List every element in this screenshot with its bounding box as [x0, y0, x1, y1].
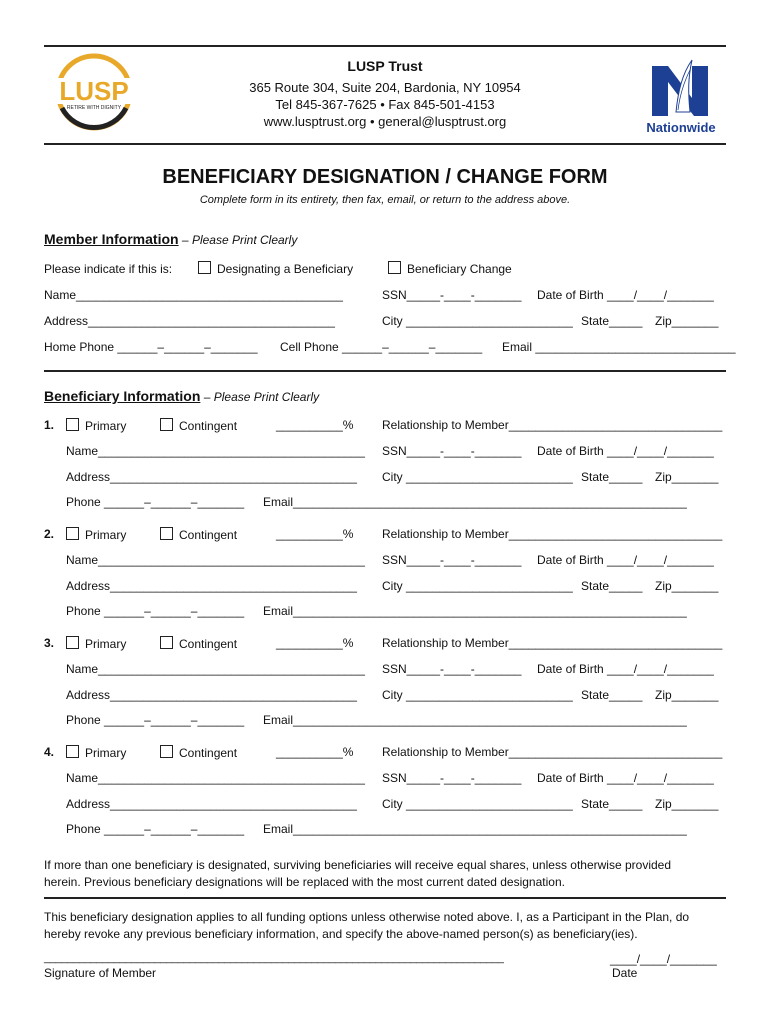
beneficiary-4-dob-field[interactable]: Date of Birth ____/____/_______ [537, 771, 714, 785]
date-label: Date [612, 966, 638, 980]
primary-label: Primary [85, 419, 127, 433]
beneficiary-4-email-field[interactable]: Email___________________________________________________________ [263, 822, 687, 836]
beneficiary-4-ssn-field[interactable]: SSN_____-____-_______ [382, 771, 522, 785]
member-dob-field[interactable]: Date of Birth ____/____/_______ [537, 288, 714, 302]
designating-label: Designating a Beneficiary [217, 262, 354, 276]
contingent-label: Contingent [179, 637, 238, 651]
top-rule [44, 45, 726, 47]
beneficiary-2-email-field[interactable]: Email___________________________________________________________ [263, 604, 687, 618]
primary-label: Primary [85, 528, 127, 542]
beneficiary-2-percent-field[interactable]: __________% [276, 527, 354, 541]
beneficiary-1-name-field[interactable]: Name________________________________________ [66, 444, 365, 458]
member-section-heading [44, 231, 297, 247]
beneficiary-1-phone-field[interactable]: Phone ______–______–_______ [66, 495, 245, 509]
member-section-dash: – [181, 233, 189, 247]
org-web-email: www.lusptrust.org • general@lusptrust.org [263, 114, 507, 129]
contingent-checkbox[interactable] [160, 745, 173, 758]
member-section-rule [44, 370, 726, 372]
member-section-note: Please Print Clearly [191, 233, 298, 247]
contingent-checkbox[interactable] [160, 418, 173, 431]
beneficiary-4-percent-field[interactable]: __________% [276, 745, 354, 759]
nationwide-logo-text: Nationwide [646, 120, 716, 135]
beneficiary-1-relationship-field[interactable]: Relationship to Member________________________________ [382, 418, 723, 432]
contingent-label: Contingent [179, 528, 238, 542]
beneficiary-4-zip-field[interactable]: Zip_______ [655, 797, 719, 811]
member-name-field[interactable]: Name________________________________________ [44, 288, 343, 302]
designating-checkbox[interactable] [198, 261, 211, 274]
beneficiary-section-note: Please Print Clearly [213, 390, 320, 404]
org-name: LUSP Trust [347, 58, 423, 74]
beneficiary-4-contingent-option[interactable] [160, 745, 237, 760]
beneficiary-1-percent-field[interactable]: __________% [276, 418, 354, 432]
primary-checkbox[interactable] [66, 745, 79, 758]
form-title: BENEFICIARY DESIGNATION / CHANGE FORM [162, 166, 608, 188]
beneficiary-3-contingent-option[interactable] [160, 636, 237, 651]
date-field[interactable]: ____/____/_______ [610, 952, 717, 966]
member-section-title: Member Information [44, 231, 179, 247]
beneficiary-3-phone-field[interactable]: Phone ______–______–_______ [66, 713, 245, 727]
beneficiary-1-number: 1. [44, 418, 55, 432]
contingent-label: Contingent [179, 746, 238, 760]
beneficiary-3-number: 3. [44, 636, 55, 650]
beneficiary-2-dob-field[interactable]: Date of Birth ____/____/_______ [537, 553, 714, 567]
org-address: 365 Route 304, Suite 204, Bardonia, NY 10954 [249, 80, 521, 95]
contingent-checkbox[interactable] [160, 527, 173, 540]
beneficiary-section-heading [44, 388, 319, 404]
beneficiary-1-ssn-field[interactable]: SSN_____-____-_______ [382, 444, 522, 458]
beneficiary-3-dob-field[interactable]: Date of Birth ____/____/_______ [537, 662, 714, 676]
signature-field[interactable]: _______________________________________________________________________________ [44, 952, 504, 964]
member-state-field[interactable]: State_____ [581, 314, 643, 328]
lusp-tagline: RETIRE WITH DIGNITY [66, 105, 122, 111]
beneficiary-4-primary-option[interactable] [66, 745, 126, 760]
beneficiary-2-state-field[interactable]: State_____ [581, 579, 643, 593]
beneficiary-3-primary-option[interactable] [66, 636, 126, 651]
header-rule [44, 143, 726, 145]
beneficiary-3-ssn-field[interactable]: SSN_____-____-_______ [382, 662, 522, 676]
beneficiary-2-relationship-field[interactable]: Relationship to Member________________________________ [382, 527, 723, 541]
member-home-phone-field[interactable]: Home Phone ______–______–_______ [44, 340, 258, 354]
revoke-note-line1: This beneficiary designation applies to all funding options unless otherwise noted above. I, as a Participant in the Plan, do [44, 910, 690, 924]
beneficiary-2-primary-option[interactable] [66, 527, 126, 542]
beneficiary-1-zip-field[interactable]: Zip_______ [655, 470, 719, 484]
change-checkbox[interactable] [388, 261, 401, 274]
beneficiary-1-address-field[interactable]: Address_____________________________________ [66, 470, 357, 484]
beneficiary-4-relationship-field[interactable]: Relationship to Member________________________________ [382, 745, 723, 759]
shares-note-line2: herein. Previous beneficiary designations will be replaced with the most current dated designation. [44, 875, 565, 889]
beneficiary-4-state-field[interactable]: State_____ [581, 797, 643, 811]
beneficiary-section-title: Beneficiary Information [44, 388, 201, 404]
beneficiary-1-email-field[interactable]: Email___________________________________________________________ [263, 495, 687, 509]
indicate-label: Please indicate if this is: [44, 262, 173, 276]
member-cell-phone-field[interactable]: Cell Phone ______–______–_______ [280, 340, 483, 354]
beneficiary-2-zip-field[interactable]: Zip_______ [655, 579, 719, 593]
beneficiary-4-name-field[interactable]: Name________________________________________ [66, 771, 365, 785]
org-phone-fax: Tel 845-367-7625 • Fax 845-501-4153 [275, 97, 495, 112]
beneficiary-3-address-field[interactable]: Address_____________________________________ [66, 688, 357, 702]
beneficiary-2-phone-field[interactable]: Phone ______–______–_______ [66, 604, 245, 618]
beneficiary-3-percent-field[interactable]: __________% [276, 636, 354, 650]
beneficiary-4-phone-field[interactable]: Phone ______–______–_______ [66, 822, 245, 836]
primary-label: Primary [85, 637, 127, 651]
shares-note-line1: If more than one beneficiary is designated, surviving beneficiaries will receive equal shares, unless otherwise provided [44, 858, 671, 872]
revoke-note-line2: hereby revoke any previous beneficiary information, and specify the above-named person(s) as beneficiary(ies). [44, 927, 638, 941]
beneficiary-2-city-field[interactable]: City _________________________ [382, 579, 573, 593]
beneficiary-1-state-field[interactable]: State_____ [581, 470, 643, 484]
beneficiary-1-contingent-option[interactable] [160, 418, 237, 433]
beneficiary-4-address-field[interactable]: Address_____________________________________ [66, 797, 357, 811]
notes-rule [44, 897, 726, 899]
primary-checkbox[interactable] [66, 636, 79, 649]
primary-checkbox[interactable] [66, 527, 79, 540]
beneficiary-2-number: 2. [44, 527, 55, 541]
beneficiary-1-primary-option[interactable] [66, 418, 126, 433]
member-zip-field[interactable]: Zip_______ [655, 314, 719, 328]
beneficiary-3-zip-field[interactable]: Zip_______ [655, 688, 719, 702]
beneficiary-2-ssn-field[interactable]: SSN_____-____-_______ [382, 553, 522, 567]
option-designating[interactable] [198, 261, 353, 276]
signature-label: Signature of Member [44, 966, 157, 980]
beneficiary-3-relationship-field[interactable]: Relationship to Member________________________________ [382, 636, 723, 650]
beneficiary-2-contingent-option[interactable] [160, 527, 237, 542]
beneficiary-3-email-field[interactable]: Email___________________________________________________________ [263, 713, 687, 727]
beneficiary-2-name-field[interactable]: Name________________________________________ [66, 553, 365, 567]
primary-label: Primary [85, 746, 127, 760]
beneficiary-1-dob-field[interactable]: Date of Birth ____/____/_______ [537, 444, 714, 458]
beneficiary-3-city-field[interactable]: City _________________________ [382, 688, 573, 702]
option-change[interactable] [388, 261, 512, 276]
beneficiary-section-dash: – [203, 390, 211, 404]
beneficiary-4-city-field[interactable]: City _________________________ [382, 797, 573, 811]
contingent-label: Contingent [179, 419, 238, 433]
primary-checkbox[interactable] [66, 418, 79, 431]
form-subtitle: Complete form in its entirety, then fax, email, or return to the address above. [199, 194, 571, 206]
lusp-logo-text: LUSP [59, 76, 129, 106]
beneficiary-4-number: 4. [44, 745, 55, 759]
contingent-checkbox[interactable] [160, 636, 173, 649]
beneficiary-1-city-field[interactable]: City _________________________ [382, 470, 573, 484]
member-city-field[interactable]: City _________________________ [382, 314, 573, 328]
member-email-field[interactable]: Email ______________________________ [502, 340, 736, 354]
member-address-field[interactable]: Address_____________________________________ [44, 314, 335, 328]
member-ssn-field[interactable]: SSN_____-____-_______ [382, 288, 522, 302]
beneficiary-3-name-field[interactable]: Name________________________________________ [66, 662, 365, 676]
beneficiary-2-address-field[interactable]: Address_____________________________________ [66, 579, 357, 593]
beneficiary-3-state-field[interactable]: State_____ [581, 688, 643, 702]
change-label: Beneficiary Change [407, 262, 512, 276]
